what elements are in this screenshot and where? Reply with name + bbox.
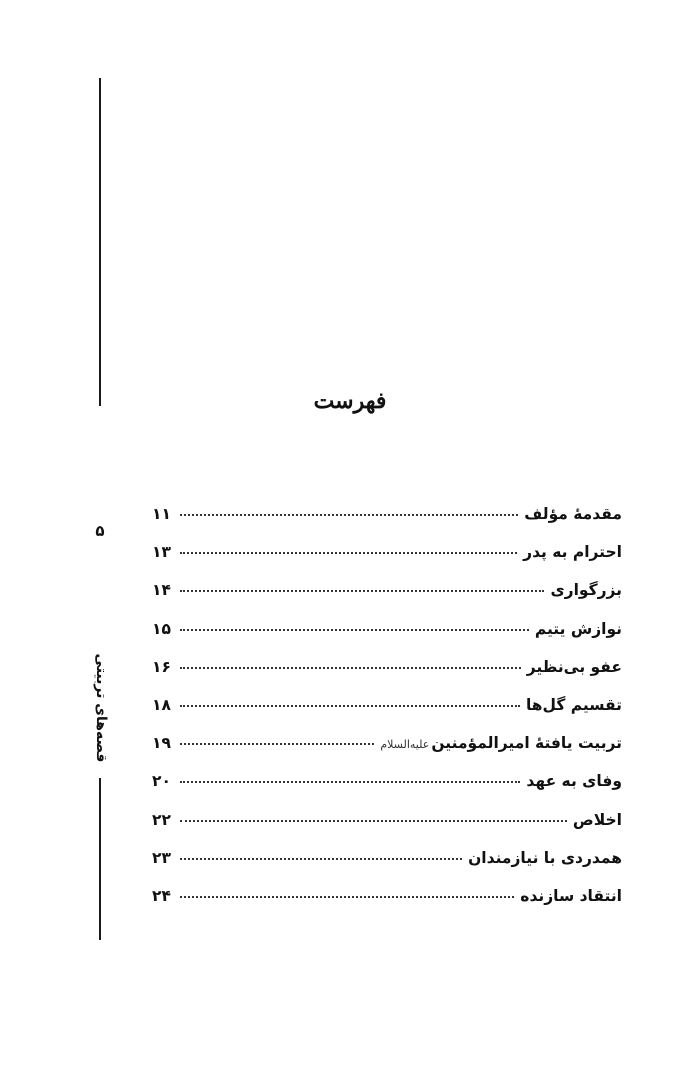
leader-dots — [180, 590, 544, 592]
toc-entry-label: مقدمهٔ مؤلف — [524, 505, 622, 523]
toc-entry-page: ۲۰ — [152, 772, 171, 791]
toc-list — [152, 505, 622, 925]
leader-dots — [180, 781, 520, 783]
toc-entry-page: ۱۴ — [152, 581, 171, 600]
margin-rule-top — [99, 78, 101, 406]
toc-entry-label: احترام به پدر — [523, 543, 622, 562]
toc-entry-page: ۲۴ — [152, 886, 171, 905]
toc-entry[interactable] — [152, 811, 622, 849]
toc-entry[interactable] — [152, 696, 622, 734]
toc-entry[interactable] — [152, 849, 622, 887]
toc-entry[interactable] — [152, 505, 622, 543]
toc-entry-page: ۲۲ — [152, 810, 171, 829]
toc-entry-label: انتقاد سازنده — [520, 886, 622, 905]
toc-entry-page: ۱۱ — [152, 505, 171, 523]
toc-entry[interactable] — [152, 734, 622, 772]
leader-dots — [180, 552, 517, 554]
toc-entry-label: وفای به عهد — [526, 772, 622, 791]
toc-entry-page: ۱۹ — [152, 734, 171, 753]
toc-entry-label: اخلاص — [572, 810, 622, 829]
toc-entry[interactable] — [152, 772, 622, 810]
leader-dots — [180, 896, 514, 898]
toc-entry-page: ۱۵ — [152, 619, 171, 638]
toc-entry-label: تربیت یافتهٔ امیرالمؤمنین — [431, 734, 622, 753]
toc-entry-page: ۱۶ — [152, 657, 171, 676]
leader-dots — [180, 858, 462, 860]
running-title: قصه‌های تربیتی — [93, 653, 109, 763]
toc-entry-page: ۱۳ — [152, 543, 171, 562]
toc-entry[interactable] — [152, 620, 622, 658]
toc-entry-label: عفو بی‌نظیر — [526, 657, 622, 676]
honorific-symbol: علیه‌السلام — [380, 738, 430, 752]
margin-rule-bottom — [99, 778, 101, 940]
leader-dots — [180, 667, 521, 669]
page-title: فهرست — [313, 388, 387, 414]
leader-dots — [180, 705, 520, 707]
leader-dots — [180, 514, 518, 516]
leader-dots — [180, 820, 567, 822]
toc-entry-page: ۲۳ — [152, 848, 171, 867]
toc-entry-label: همدردی با نیازمندان — [468, 848, 622, 867]
toc-entry[interactable] — [152, 887, 622, 925]
toc-entry[interactable] — [152, 543, 622, 581]
toc-entry[interactable] — [152, 581, 622, 619]
leader-dots — [180, 629, 529, 631]
toc-entry-label: تقسیم گل‌ها — [525, 695, 622, 714]
toc-entry-label: بزرگواری — [550, 581, 622, 600]
toc-entry-page: ۱۸ — [152, 695, 171, 714]
toc-entry-label: نوازش یتیم — [534, 619, 622, 638]
leader-dots — [180, 743, 374, 745]
toc-entry[interactable] — [152, 658, 622, 696]
page-number: ۵ — [95, 522, 105, 540]
